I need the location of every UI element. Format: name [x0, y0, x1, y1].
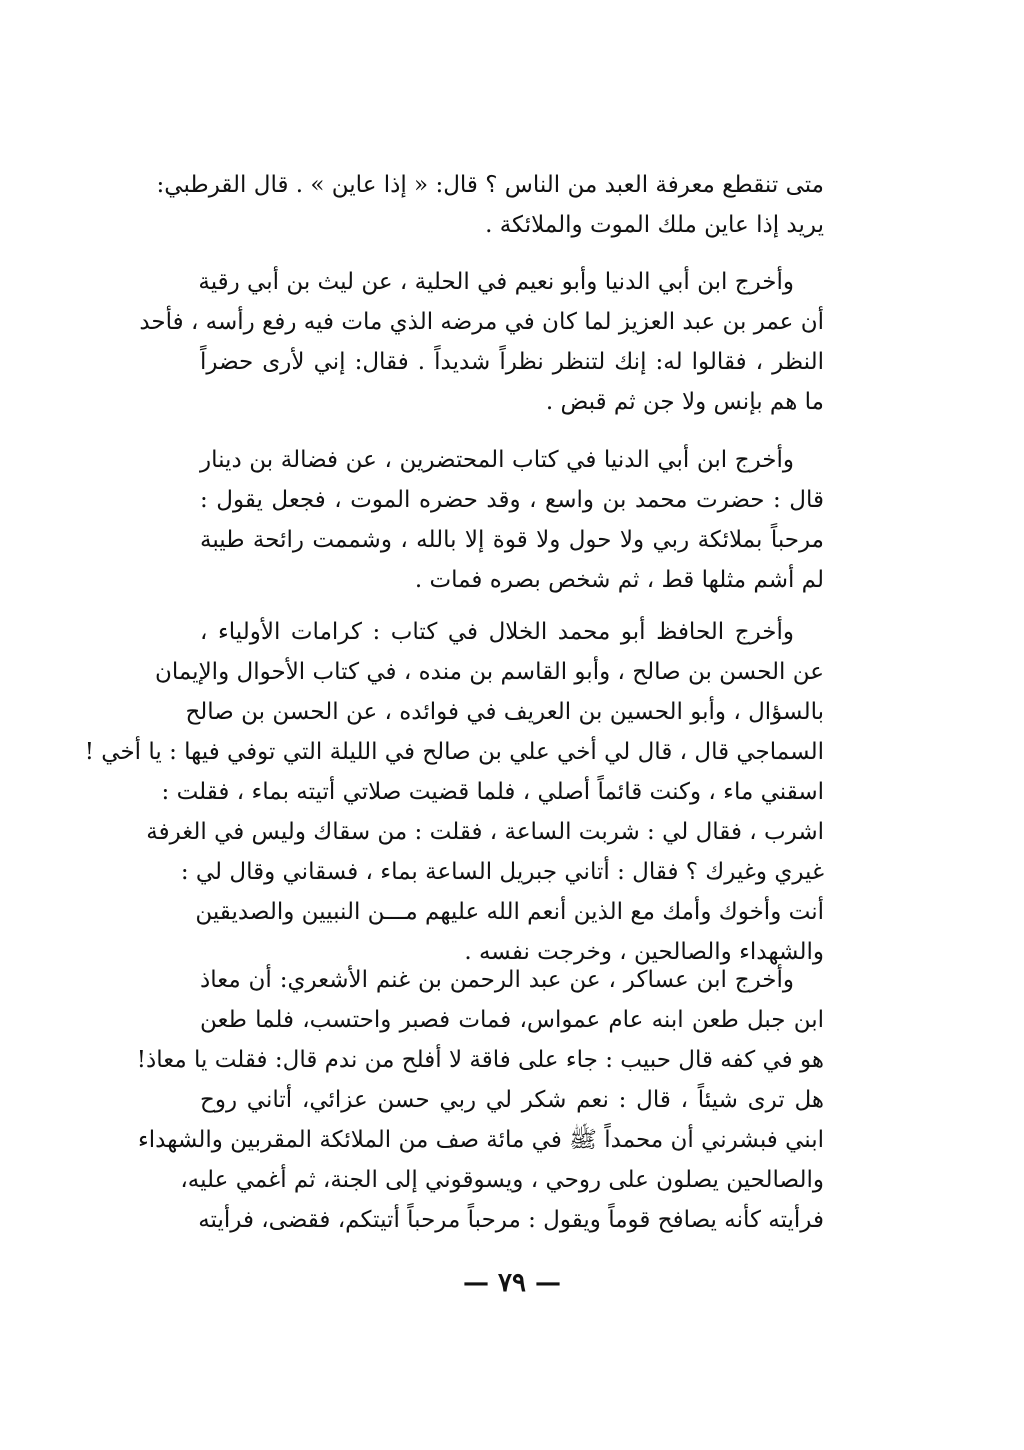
text-line: والصالحين يصلون على روحي ، ويسوقوني إلى الجنة، ثم أغمي عليه، [180, 1167, 824, 1193]
text-line: وأخرج الحافظ أبو محمد الخلال في كتاب : كرامات الأولياء ، [200, 619, 794, 645]
text-line: اشرب ، فقال لي : شربت الساعة ، فقلت : من سقاك وليس في الغرفة [146, 819, 824, 845]
text-line: السماجي قال ، قال لي أخي علي بن صالح في الليلة التي توفي فيها : يا أخي ! [84, 739, 824, 765]
text-line: يريد إذا عاين ملك الموت والملائكة . [485, 212, 824, 238]
text-line: اسقني ماء ، وكنت قائماً أصلي ، فلما قضيت صلاتي أتيته بماء ، فقلت : [161, 779, 824, 805]
page-number: — ٧٩ — [462, 1268, 562, 1298]
text-line: قال : حضرت محمد بن واسع ، وقد حضره الموت ، فجعل يقول : [200, 487, 824, 513]
text-line: فرأيته كأنه يصافح قوماً ويقول : مرحباً مرحباً أتيتكم، فقضى، فرأيته [198, 1207, 824, 1233]
text-line: عن الحسن بن صالح ، وأبو القاسم بن منده ، في كتاب الأحوال والإيمان [154, 659, 824, 685]
text-line: وأخرج ابن عساكر ، عن عبد الرحمن بن غنم الأشعري: أن معاذ [200, 967, 794, 993]
text-line: غيري وغيرك ؟ فقال : أتاني جبريل الساعة بماء ، فسقاني وقال لي : [180, 859, 824, 885]
text-line: متى تنقطع معرفة العبد من الناس ؟ قال: « إذا عاين » . قال القرطبي: [156, 172, 824, 198]
text-line: وأخرج ابن أبي الدنيا في كتاب المحتضرين ، عن فضالة بن دينار [200, 447, 794, 473]
text-line: ما هم بإنس ولا جن ثم قبض . [545, 389, 824, 415]
text-line: أنت وأخوك وأمك مع الذين أنعم الله عليهم مـــن النبيين والصديقين [195, 899, 824, 925]
text-line: ابن جبل طعن ابنه عام عمواس، فمات فصبر واحتسب، فلما طعن [200, 1007, 824, 1033]
text-line: هو في كفه قال حبيب : جاء على فاقة لا أفلح من ندم قال: فقلت يا معاذ! [136, 1047, 824, 1073]
text-line: هل ترى شيئاً ، قال : نعم شكر لي ربي حسن عزائي، أتاني روح [200, 1087, 824, 1113]
text-line: ابني فبشرني أن محمداً ﷺ في مائة صف من الملائكة المقربين والشهداء [137, 1127, 824, 1153]
text-line: أن عمر بن عبد العزيز لما كان في مرضه الذي مات فيه رفع رأسه ، فأحد [139, 309, 824, 335]
text-line: بالسؤال ، وأبو الحسين بن العريف في فوائده ، عن الحسن بن صالح [185, 699, 824, 725]
text-line: مرحباً بملائكة ربي ولا حول ولا قوة إلا بالله ، وشممت رائحة طيبة [200, 527, 824, 553]
text-line: والشهداء والصالحين ، وخرجت نفسه . [464, 939, 824, 965]
text-line: وأخرج ابن أبي الدنيا وأبو نعيم في الحلية ، عن ليث بن أبي رقية [198, 269, 794, 295]
text-line: لم أشم مثلها قط ، ثم شخص بصره فمات . [414, 567, 824, 593]
text-line: النظر ، فقالوا له: إنك لتنظر نظراً شديداً . فقال: إني لأرى حضراً [200, 349, 824, 375]
